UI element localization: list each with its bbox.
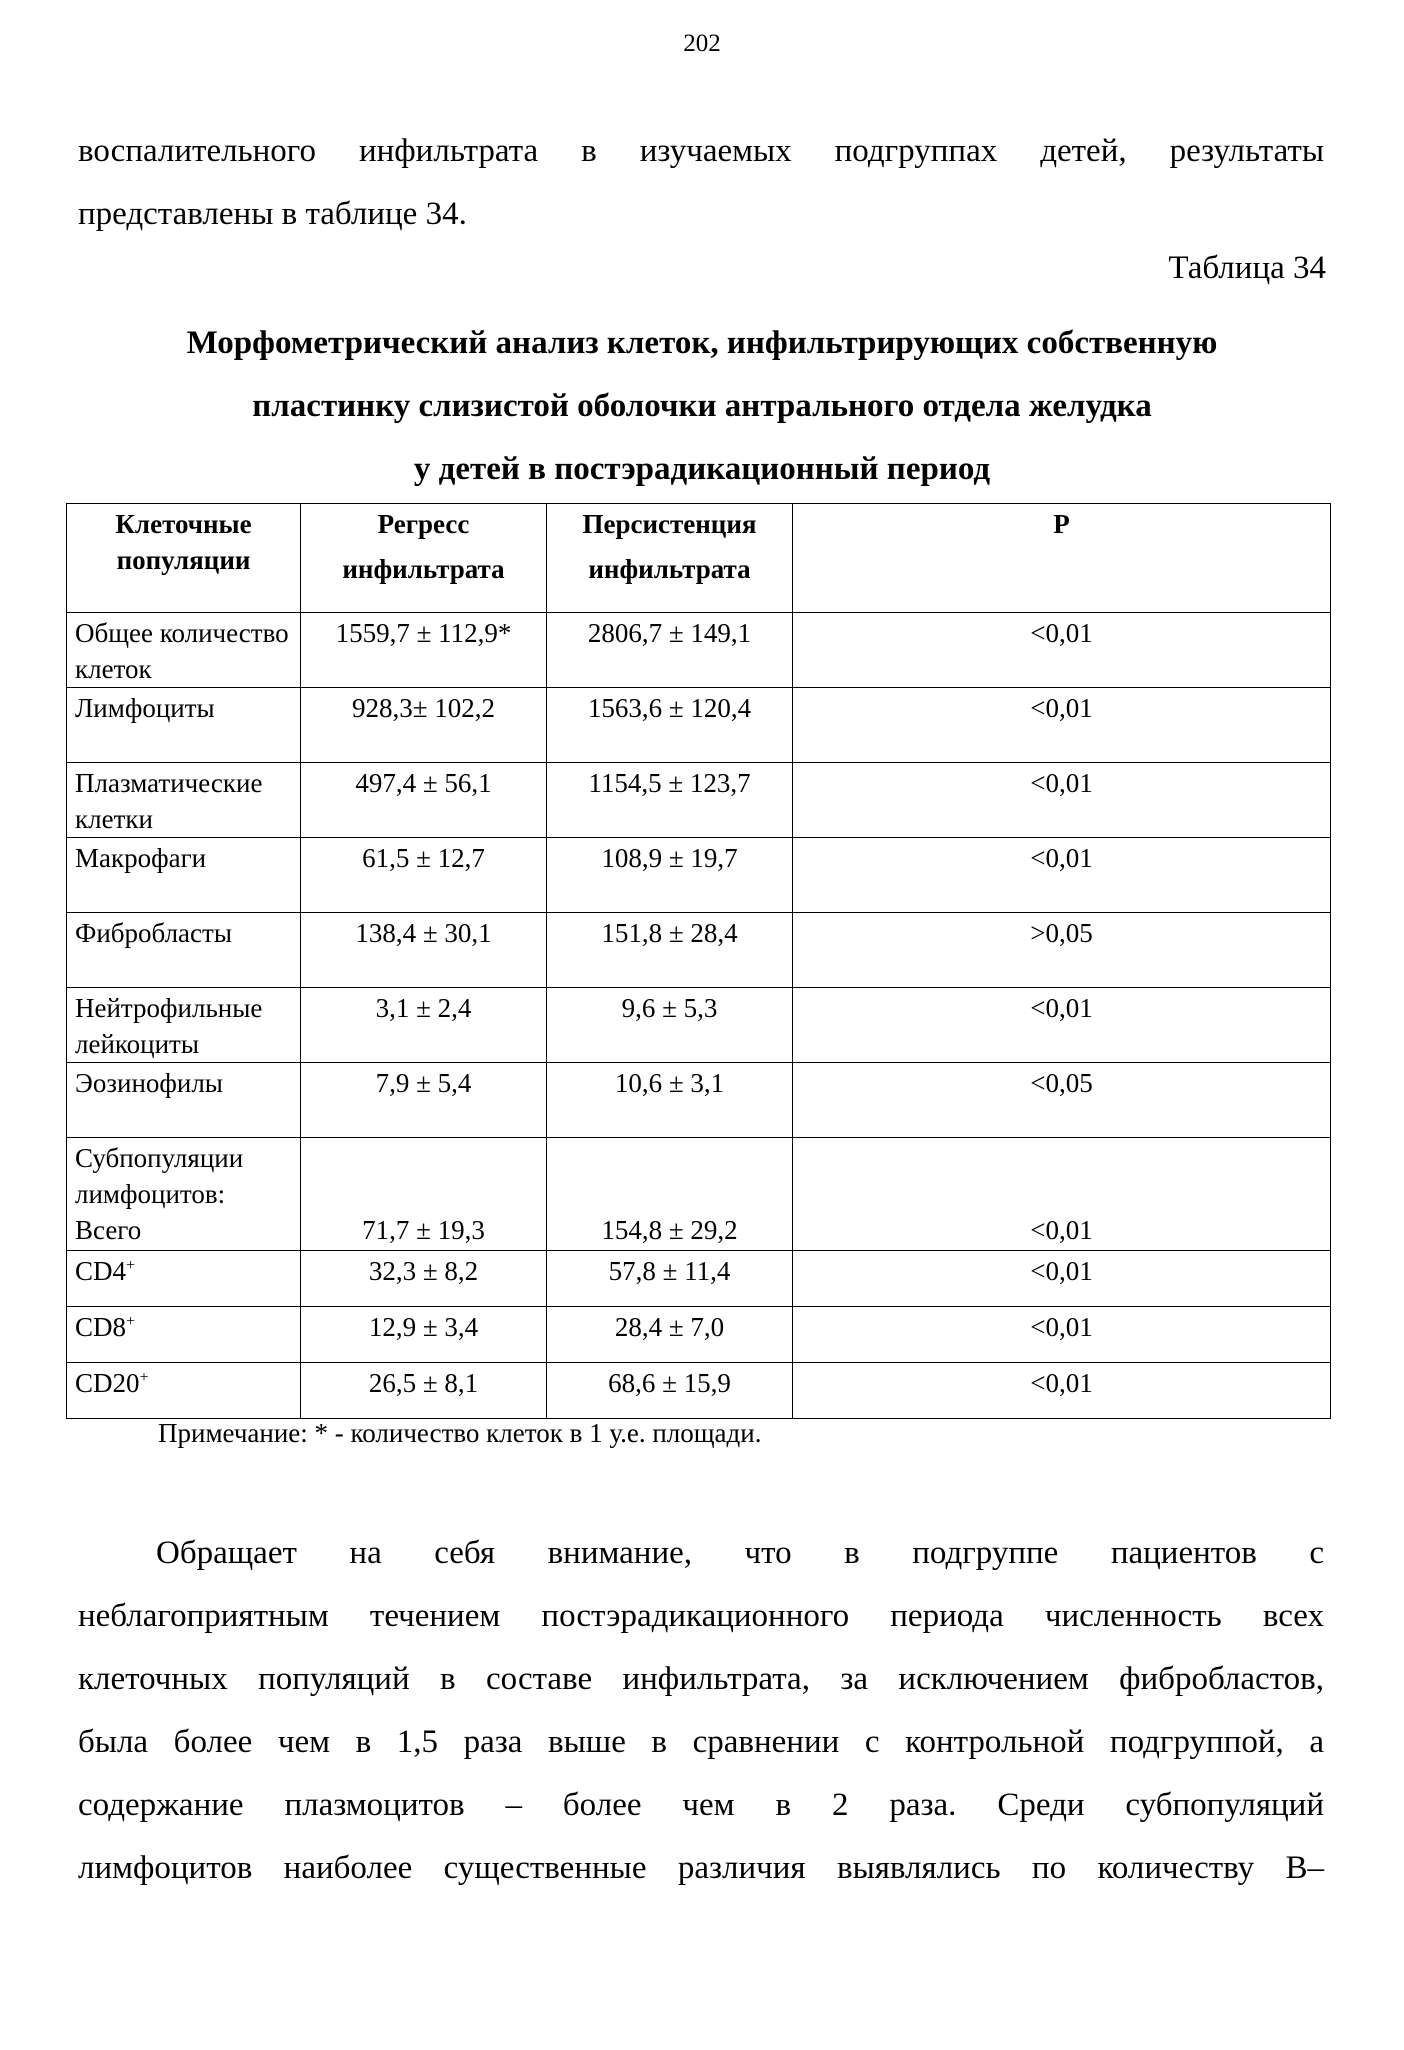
discussion-line-1: Обращает на себя внимание, что в подгруппе пациентов с (156, 1535, 1324, 1571)
row-p: <0,01 (793, 613, 1331, 688)
row-name: Плазматические клетки (67, 763, 301, 838)
page-number: 202 (683, 30, 721, 57)
cd-persist: 28,4 ± 7,0 (547, 1307, 793, 1363)
discussion-line-4: была более чем в 1,5 раза выше в сравнении с контрольной подгруппой, а (78, 1724, 1324, 1760)
row-regress: 497,4 ± 56,1 (301, 763, 547, 838)
row-regress: 7,9 ± 5,4 (301, 1063, 547, 1138)
row-name: Макрофаги (67, 838, 301, 913)
subpop-p: <0,01 (793, 1138, 1331, 1251)
cd-persist: 57,8 ± 11,4 (547, 1251, 793, 1307)
row-regress: 928,3± 102,2 (301, 688, 547, 763)
row-name: Общее количество клеток (67, 613, 301, 688)
table-row-subpopulations (67, 1138, 1331, 1251)
table-note: Примечание: * - количество клеток в 1 у.е. площади. (158, 1418, 762, 1448)
header-cell-populations (67, 504, 301, 613)
row-name: Эозинофилы (67, 1063, 301, 1138)
intro-line-1: воспалительного инфильтрата в изучаемых подгруппах детей, результаты (78, 133, 1324, 169)
intro-paragraph (78, 120, 1324, 246)
subpop-name: Субпопуляции лимфоцитов: Всего (67, 1138, 301, 1251)
row-p: <0,05 (793, 1063, 1331, 1138)
header-populations-line-2: популяции (116, 545, 251, 575)
table-row (67, 1063, 1331, 1138)
table-label: Таблица 34 (1168, 250, 1326, 286)
row-persist: 151,8 ± 28,4 (547, 913, 793, 988)
discussion-paragraph (78, 1522, 1324, 1900)
row-regress: 1559,7 ± 112,9* (301, 613, 547, 688)
discussion-line-3: клеточных популяций в составе инфильтрата, за исключением фибробластов, (78, 1661, 1324, 1697)
table-row (67, 1307, 1331, 1363)
cd-p: <0,01 (793, 1251, 1331, 1307)
row-persist: 1154,5 ± 123,7 (547, 763, 793, 838)
table-header-row (67, 504, 1331, 613)
cd-name: CD8+ (67, 1307, 301, 1363)
row-persist: 9,6 ± 5,3 (547, 988, 793, 1063)
discussion-line-6: лимфоцитов наиболее существенные различия выявлялись по количеству В– (78, 1850, 1324, 1886)
subpop-persist: 154,8 ± 29,2 (547, 1138, 793, 1251)
table-row (67, 613, 1331, 688)
cd-p: <0,01 (793, 1307, 1331, 1363)
morphometry-table (66, 503, 1331, 1419)
row-regress: 61,5 ± 12,7 (301, 838, 547, 913)
table-row (67, 1251, 1331, 1307)
row-persist: 108,9 ± 19,7 (547, 838, 793, 913)
row-name: Нейтрофильные лейкоциты (67, 988, 301, 1063)
cd-p: <0,01 (793, 1363, 1331, 1419)
header-cell-persist (547, 504, 793, 613)
row-p: <0,01 (793, 763, 1331, 838)
row-name: Фибробласты (67, 913, 301, 988)
table-row (67, 1363, 1331, 1419)
table-row (67, 688, 1331, 763)
table-title (0, 312, 1404, 501)
header-persist-line-1: Персистенция (582, 509, 757, 539)
row-name: Лимфоциты (67, 688, 301, 763)
header-regress-line-2: инфильтрата (342, 554, 505, 584)
table-title-line-3: у детей в постэрадикационный период (413, 451, 991, 487)
row-p: >0,05 (793, 913, 1331, 988)
table-row (67, 988, 1331, 1063)
row-p: <0,01 (793, 838, 1331, 913)
header-cell-regress (301, 504, 547, 613)
header-populations-line-1: Клеточные (115, 509, 252, 539)
intro-line-2: представлены в таблице 34. (78, 196, 467, 232)
row-p: <0,01 (793, 688, 1331, 763)
row-persist: 10,6 ± 3,1 (547, 1063, 793, 1138)
table-row (67, 913, 1331, 988)
row-p: <0,01 (793, 988, 1331, 1063)
header-persist-line-2: инфильтрата (588, 554, 751, 584)
cd-regress: 12,9 ± 3,4 (301, 1307, 547, 1363)
row-persist: 2806,7 ± 149,1 (547, 613, 793, 688)
subpop-regress: 71,7 ± 19,3 (301, 1138, 547, 1251)
cd-regress: 26,5 ± 8,1 (301, 1363, 547, 1419)
table-title-line-1: Морфометрический анализ клеток, инфильтрирующих собственную (186, 325, 1218, 361)
header-regress-line-1: Регресс (377, 509, 470, 539)
row-regress: 3,1 ± 2,4 (301, 988, 547, 1063)
cd-persist: 68,6 ± 15,9 (547, 1363, 793, 1419)
cd-name: CD20+ (67, 1363, 301, 1419)
row-regress: 138,4 ± 30,1 (301, 913, 547, 988)
discussion-line-2: неблагоприятным течением постэрадикационного периода численность всех (78, 1598, 1324, 1634)
row-persist: 1563,6 ± 120,4 (547, 688, 793, 763)
header-cell-p: Р (793, 504, 1331, 613)
table-title-line-2: пластинку слизистой оболочки антрального отдела желудка (252, 388, 1152, 424)
discussion-line-5: содержание плазмоцитов – более чем в 2 раза. Среди субпопуляций (78, 1787, 1324, 1823)
table-row (67, 763, 1331, 838)
cd-regress: 32,3 ± 8,2 (301, 1251, 547, 1307)
cd-name: CD4+ (67, 1251, 301, 1307)
table-row (67, 838, 1331, 913)
